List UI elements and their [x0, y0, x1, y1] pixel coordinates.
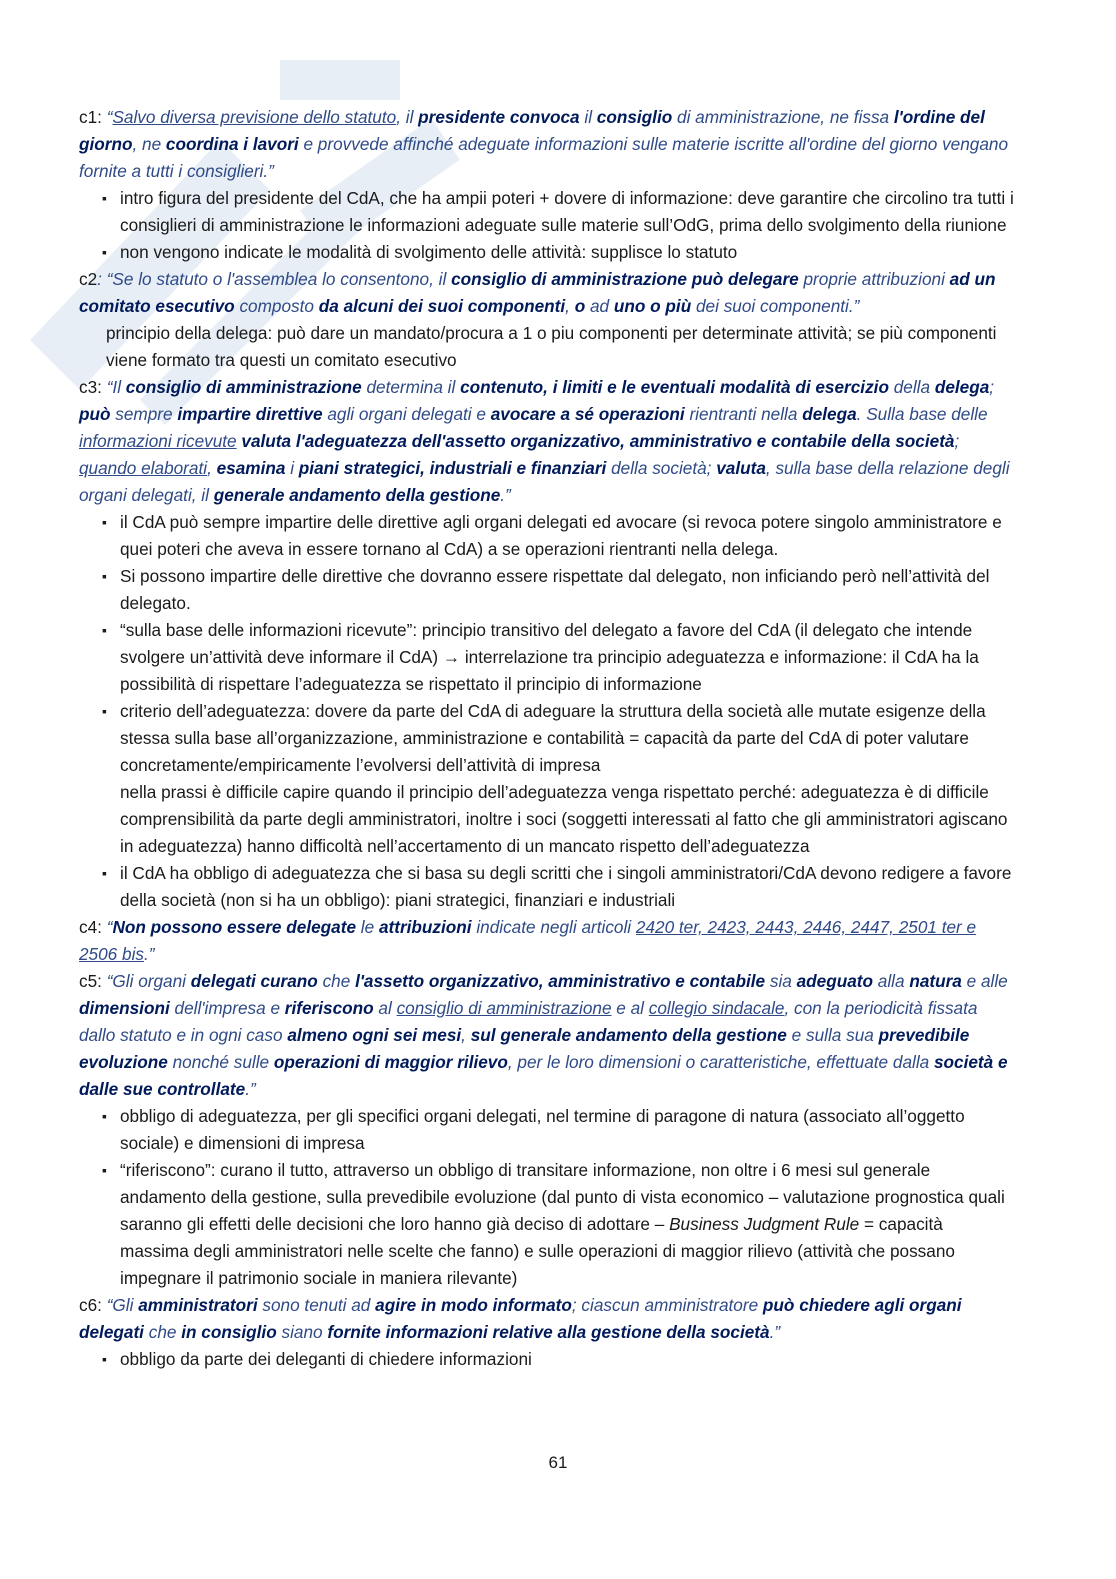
paragraph-c6: c6: “Gli amministratori sono tenuti ad agire in modo informato; ciascun amministratore può chiedere agli organi delegati che in consiglio siano fornite informazioni relative alla gestione della società.”: [79, 1295, 962, 1342]
list-item: ▪ non vengono indicate le modalità di svolgimento delle attività: supplisce lo statuto: [102, 242, 738, 262]
quote-c4: “Non possono essere delegate le attribuzioni indicate negli articoli 2420 ter, 2423, 2443, 2446, 2447, 2501 ter e 2506 bis.”: [79, 917, 977, 964]
page-number: 61: [548, 1453, 568, 1472]
paragraph-c3: c3: “Il consiglio di amministrazione determina il contenuto, i limiti e le eventuali modalità di esercizio della delega; può sempre impartire direttive agli organi delegati e avocare a sé operazioni rientranti nella delega. Sulla base delle informazioni ricevute valuta l'adeguatezza dell'assetto organizzativo, amministrativo e contabile della società; quando elaborati, esamina i piani strategici, industriali e finanziari della società; valuta, sulla base della relazione degli organi delegati, il generale andamento della gestione.”: [79, 377, 1010, 505]
paragraph-c2: c2: “Se lo statuto o l'assemblea lo consentono, il consiglio di amministrazione può delegare proprie attribuzioni ad un comitato esecutivo composto da alcuni dei suoi componenti, o ad uno o più dei suoi componenti.”: [79, 269, 996, 316]
quote-c3: “Il consiglio di amministrazione determina il contenuto, i limiti e le eventuali modalità di esercizio della delega; può sempre impartire direttive agli organi delegati e avocare a sé operazioni rientranti nella delega. Sulla base delle informazioni ricevute valuta l'adeguatezza dell'assetto organizzativo, amministrativo e contabile della società; quando elaborati, esamina i piani strategici, industriali e finanziari della società; valuta, sulla base della relazione degli organi delegati, il generale andamento della gestione.”: [79, 377, 1010, 505]
list-item: ▪ “sulla base delle informazioni ricevute”: principio transitivo del delegato a favore del CdA (il delegato che intende svolgere un’attività deve informare il CdA) → interrelazione tra principio adeguatezza e informazione: il CdA ha la possibilità di rispettare l’adeguatezza se rispettato il principio di informazione: [102, 620, 979, 694]
paragraph-c1: c1: “Salvo diversa previsione dello statuto, il presidente convoca il consiglio di amministrazione, ne fissa l'ordine del giorno, ne coordina i lavori e provvede affinché adeguate informazioni sulle materie iscritte all'ordine del giorno vengano fornite a tutti i consiglieri.”: [79, 107, 1009, 181]
quote-c2: : “Se lo statuto o l'assemblea lo consentono, il consiglio di amministrazione può delegare proprie attribuzioni ad un comitato esecutivo composto da alcuni dei suoi componenti, o ad uno o più dei suoi componenti.”: [79, 269, 996, 316]
list-item: ▪ intro figura del presidente del CdA, che ha ampii poteri + dovere di informazione: deve garantire che circolino tra tutti i consiglieri di amministrazione le informazioni adeguate sulle materie sull’OdG, prima dello svolgimento della riunione: [102, 188, 1014, 235]
list-item: ▪ obbligo da parte dei deleganti di chiedere informazioni: [102, 1349, 532, 1369]
list-item: ▪ Si possono impartire delle direttive che dovranno essere rispettate dal delegato, non inficiando però nell’attività del delegato.: [102, 566, 990, 613]
list-item: ▪ criterio dell’adeguatezza: dovere da parte del CdA di adeguare la struttura della società alle mutate esigenze della stessa sulla base all’organizzazione, amministrazione e contabilità = capacità da parte del CdA di poter valutare concretamente/empiricamente l’evolversi dell’attività di impresa: [102, 701, 986, 775]
quote-c5: “Gli organi delegati curano che l'assetto organizzativo, amministrativo e contabile sia adeguato alla natura e alle dimensioni dell'impresa e riferiscono al consiglio di amministrazione e al collegio sindacale, con la periodicità fissata dallo statuto e in ogni caso almeno ogni sei mesi, sul generale andamento della gestione e sulla sua prevedibile evoluzione nonché sulle operazioni di maggior rilievo, per le loro dimensioni o caratteristiche, effettuate dalla società e dalle sue controllate.”: [79, 971, 1008, 1099]
quote-c1: “Salvo diversa previsione dello statuto, il presidente convoca il consiglio di amministrazione, ne fissa l'ordine del giorno, ne coordina i lavori e provvede affinché adeguate informazioni sulle materie iscritte all'ordine del giorno vengano fornite a tutti i consiglieri.”: [79, 107, 1009, 181]
list-item: ▪ “riferiscono”: curano il tutto, attraverso un obbligo di transitare informazione, non oltre i 6 mesi sul generale andamento della gestione, sulla prevedibile evoluzione (dal punto di vista economico – valutazione prognostica quali saranno gli effetti delle decisioni che loro hanno già deciso di adottare – Business Judgment Rule = capacità massima degli amministratori nelle scelte che fanno) e sulle operazioni di maggior rilievo (attività che possano impegnare il patrimonio sociale in maniera rilevante): [102, 1160, 1005, 1288]
paragraph-c5: c5: “Gli organi delegati curano che l'assetto organizzativo, amministrativo e contabile sia adeguato alla natura e alle dimensioni dell'impresa e riferiscono al consiglio di amministrazione e al collegio sindacale, con la periodicità fissata dallo statuto e in ogni caso almeno ogni sei mesi, sul generale andamento della gestione e sulla sua prevedibile evoluzione nonché sulle operazioni di maggior rilievo, per le loro dimensioni o caratteristiche, effettuate dalla società e dalle sue controllate.”: [79, 971, 1008, 1099]
paragraph-c4: c4: “Non possono essere delegate le attribuzioni indicate negli articoli 2420 ter, 2423, 2443, 2446, 2447, 2501 ter e 2506 bis.”: [79, 917, 977, 964]
quote-c6: “Gli amministratori sono tenuti ad agire in modo informato; ciascun amministratore può chiedere agli organi delegati che in consiglio siano fornite informazioni relative alla gestione della società.”: [79, 1295, 962, 1342]
list-item: ▪ obbligo di adeguatezza, per gli specifici organi delegati, nel termine di paragone di natura (associato all’oggetto sociale) e dimensioni di impresa: [102, 1106, 965, 1153]
list-item: ▪ il CdA può sempre impartire delle direttive agli organi delegati ed avocare (si revoca potere singolo amministratore e quei poteri che aveva in essere tornano al CdA) a se operazioni rientranti nella delega.: [102, 512, 1002, 559]
list-item-continuation: nella prassi è difficile capire quando il principio dell’adeguatezza venga rispettato perché: adeguatezza è di difficile comprensibilità da parte degli amministratori, inoltre i soci (soggetti interessati al fatto che gli amministratori agiscano in adeguatezza) hanno difficoltà nell’accertamento di un mancato rispetto dell’adeguatezza: [120, 782, 1008, 856]
note-c2: principio della delega: può dare un mandato/procura a 1 o piu componenti per determinate attività; se più componenti viene formato tra questi un comitato esecutivo: [106, 323, 997, 370]
document-body: [79, 104, 1014, 1373]
list-item: ▪ il CdA ha obbligo di adeguatezza che si basa su degli scritti che i singoli amministratori/CdA devono redigere a favore della società (non si ha un obbligo): piani strategici, finanziari e industriali: [102, 863, 1012, 910]
